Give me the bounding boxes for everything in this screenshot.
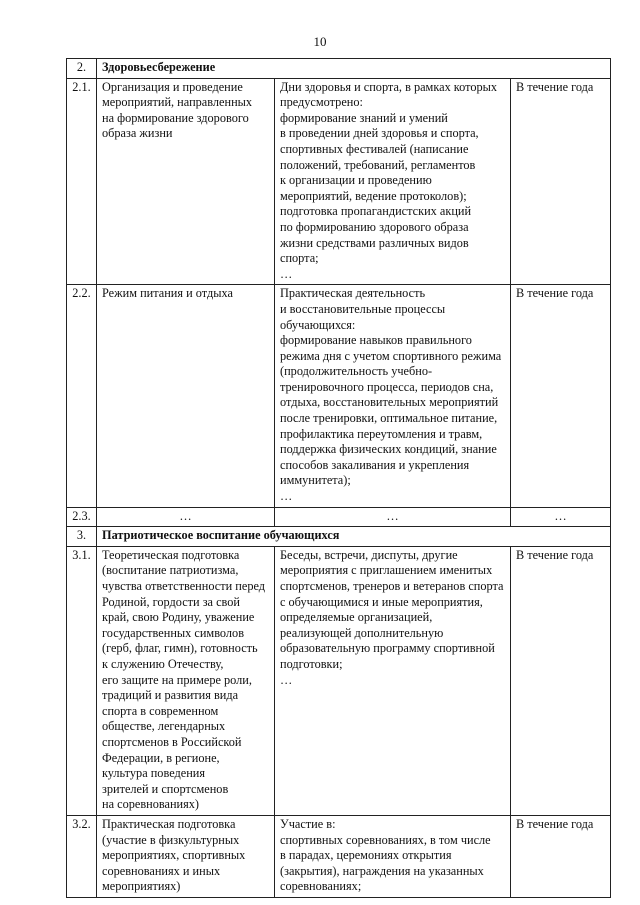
cell-line: спорта в современном bbox=[102, 703, 219, 718]
cell-line: обучающихся: bbox=[280, 317, 356, 332]
activity-name bbox=[97, 285, 275, 507]
cell-line: с обучающимися и иные мероприятия, bbox=[280, 594, 483, 609]
cell-line: край, свою Родину, уважение bbox=[102, 610, 255, 625]
cell-line: на формирование здорового bbox=[102, 110, 249, 125]
row-number: 3.2. bbox=[67, 815, 97, 897]
cell-line: после тренировки, оптимальное питание, bbox=[280, 411, 498, 426]
cell-line: (закрытия), награждения на указанных bbox=[280, 863, 484, 878]
cell-line: спортсменов в Российской bbox=[102, 734, 242, 749]
cell-line: (участие в физкультурных bbox=[102, 832, 240, 847]
cell-line: (продолжительность учебно- bbox=[280, 364, 433, 379]
ellipsis-cell: … bbox=[275, 507, 511, 527]
cell-line: на соревнованиях) bbox=[102, 797, 200, 812]
row-number: 2.3. bbox=[67, 507, 97, 527]
cell-line: способов закаливания и укрепления bbox=[280, 457, 470, 472]
cell-line: Практическая подготовка bbox=[102, 816, 236, 831]
row-number: 3. bbox=[67, 527, 97, 547]
activity-term: В течение года bbox=[511, 78, 611, 285]
cell-line: … bbox=[280, 672, 293, 687]
activity-term: В течение года bbox=[511, 546, 611, 815]
cell-line: Режим питания и отдыха bbox=[102, 286, 233, 301]
cell-line: подготовки; bbox=[280, 656, 343, 671]
cell-line: спортсменов, тренеров и ветеранов спорта bbox=[280, 579, 504, 593]
cell-line: формирование знаний и умений bbox=[280, 110, 448, 125]
cell-line: к служению Отечеству, bbox=[102, 656, 224, 671]
cell-line: Практическая деятельность bbox=[280, 286, 426, 301]
table-row bbox=[67, 815, 611, 897]
table-row bbox=[67, 78, 611, 285]
ellipsis-cell: … bbox=[97, 507, 275, 527]
activity-name bbox=[97, 78, 275, 285]
cell-line: реализующей дополнительную bbox=[280, 625, 444, 640]
cell-line: … bbox=[280, 489, 293, 504]
section-title: Здоровьесбережение bbox=[97, 59, 611, 79]
row-number: 2. bbox=[67, 59, 97, 79]
table-row bbox=[67, 285, 611, 507]
cell-line: традиций и развития вида bbox=[102, 688, 239, 703]
cell-line: отдыха, восстановительных мероприятий bbox=[280, 395, 499, 410]
activity-content bbox=[275, 815, 511, 897]
cell-line: подготовка пропагандистских акций bbox=[280, 204, 472, 219]
cell-line: по формированию здорового образа bbox=[280, 219, 469, 234]
cell-line: спортивных фестивалей (написание bbox=[280, 141, 469, 156]
cell-line: Федерации, в регионе, bbox=[102, 750, 220, 765]
activity-name bbox=[97, 546, 275, 815]
table-row bbox=[67, 507, 611, 527]
cell-line: (воспитание патриотизма, bbox=[102, 563, 239, 578]
cell-line: спортивных соревнованиях, в том числе bbox=[280, 832, 491, 847]
ellipsis-cell: … bbox=[511, 507, 611, 527]
cell-line: … bbox=[280, 266, 293, 281]
table-row bbox=[67, 59, 611, 79]
row-number: 3.1. bbox=[67, 546, 97, 815]
cell-line: к организации и проведению bbox=[280, 173, 432, 188]
cell-line: и восстановительные процессы bbox=[280, 301, 446, 316]
activity-content bbox=[275, 78, 511, 285]
cell-line: соревнованиях и иных bbox=[102, 863, 221, 878]
cell-line: поддержка физических кондиций, знание bbox=[280, 442, 497, 457]
activity-term: В течение года bbox=[511, 815, 611, 897]
cell-line: в парадах, церемониях открытия bbox=[280, 848, 452, 863]
cell-line: формирование навыков правильного bbox=[280, 333, 472, 348]
page-number: 10 bbox=[313, 34, 327, 49]
row-number: 2.2. bbox=[67, 285, 97, 507]
cell-line: Родиной, гордости за свой bbox=[102, 594, 240, 609]
activity-name bbox=[97, 815, 275, 897]
cell-line: спорта; bbox=[280, 251, 319, 266]
cell-line: мероприятиях) bbox=[102, 879, 181, 894]
table-row bbox=[67, 546, 611, 815]
cell-line: образа жизни bbox=[102, 126, 173, 141]
cell-line: культура поведения bbox=[102, 766, 206, 781]
cell-line: мероприятий, направленных bbox=[102, 95, 253, 110]
cell-line: (герб, флаг, гимн), готовность bbox=[102, 641, 258, 656]
cell-line: мероприятиях, спортивных bbox=[102, 848, 246, 863]
cell-line: тренировочного процесса, периодов сна, bbox=[280, 379, 494, 394]
program-table bbox=[66, 58, 611, 898]
cell-line: положений, требований, регламентов bbox=[280, 157, 476, 172]
table-row bbox=[67, 527, 611, 547]
cell-line: иммунитета); bbox=[280, 473, 351, 488]
cell-line: жизни средствами различных видов bbox=[280, 235, 469, 250]
row-number: 2.1. bbox=[67, 78, 97, 285]
cell-line: Дни здоровья и спорта, в рамках которых bbox=[280, 79, 498, 94]
cell-line: государственных символов bbox=[102, 625, 245, 640]
cell-line: мероприятия с приглашением именитых bbox=[280, 563, 493, 578]
cell-line: Беседы, встречи, диспуты, другие bbox=[280, 547, 458, 562]
cell-line: обществе, легендарных bbox=[102, 719, 226, 734]
cell-line: Организация и проведение bbox=[102, 79, 243, 94]
cell-line: Теоретическая подготовка bbox=[102, 547, 240, 562]
activity-content bbox=[275, 546, 511, 815]
cell-line: образовательную программу спортивной bbox=[280, 641, 495, 656]
cell-line: определяемые организацией, bbox=[280, 610, 433, 625]
program-table-body bbox=[67, 59, 611, 898]
section-title: Патриотическое воспитание обучающихся bbox=[97, 527, 611, 547]
cell-line: профилактика переутомления и травм, bbox=[280, 426, 483, 441]
cell-line: режима дня с учетом спортивного режима bbox=[280, 348, 502, 363]
cell-line: мероприятий, ведение протоколов); bbox=[280, 188, 467, 203]
cell-line: в проведении дней здоровья и спорта, bbox=[280, 126, 479, 141]
cell-line: предусмотрено: bbox=[280, 95, 363, 110]
activity-term: В течение года bbox=[511, 285, 611, 507]
cell-line: Участие в: bbox=[280, 816, 336, 831]
cell-line: его защите на примере роли, bbox=[102, 672, 252, 687]
cell-line: соревнованиях; bbox=[280, 879, 362, 894]
cell-line: зрителей и спортсменов bbox=[102, 781, 229, 796]
activity-content bbox=[275, 285, 511, 507]
cell-line: чувства ответственности перед bbox=[102, 579, 266, 593]
